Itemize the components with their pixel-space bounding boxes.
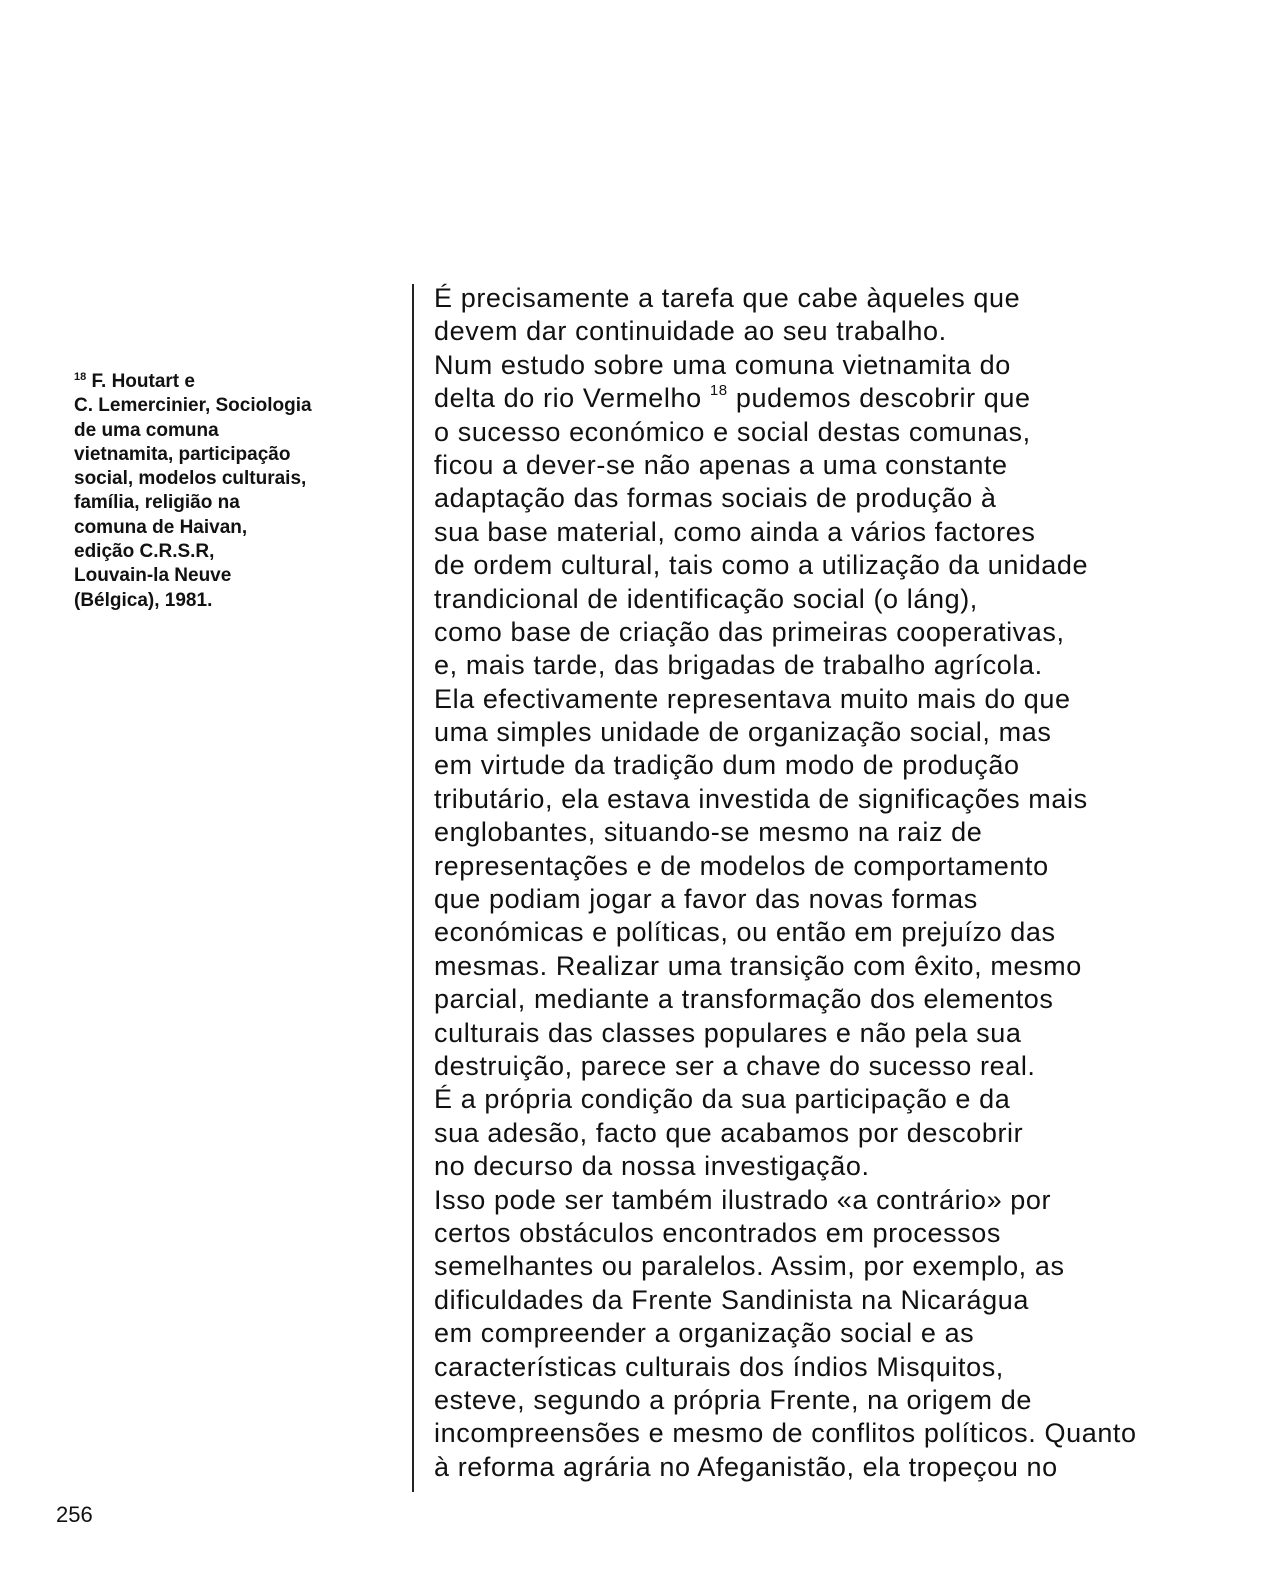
text-line: certos obstáculos encontrados em processos — [434, 1217, 1001, 1248]
text-line: e, mais tarde, das brigadas de trabalho agrícola. — [434, 650, 1043, 681]
text-line: de ordem cultural, tais como a utilização da unidade — [434, 550, 1089, 581]
footnote-line: C. Lemercinier, Sociologia — [74, 395, 312, 417]
text-line: que podiam jogar a favor das novas formas — [434, 884, 978, 915]
text-line: em virtude da tradição dum modo de produção — [434, 750, 1020, 781]
text-line: Num estudo sobre uma comuna vietnamita do — [434, 349, 1011, 380]
text-line: trandicional de identificação social (o láng), — [434, 583, 978, 614]
text-line: dificuldades da Frente Sandinista na Nicarágua — [434, 1284, 1029, 1315]
text-line: ficou a dever-se não apenas a uma constante — [434, 449, 1008, 480]
text-line: englobantes, situando-se mesmo na raiz de — [434, 817, 983, 848]
text-line: É a própria condição da sua participação e da — [434, 1084, 1011, 1115]
footnote-line: edição C.R.S.R, — [74, 541, 215, 563]
text-line: esteve, segundo a própria Frente, na origem de — [434, 1384, 1032, 1415]
body-text — [434, 282, 1264, 1484]
text-line: representações e de modelos de comportamento — [434, 850, 1049, 881]
footnote-line: comuna de Haivan, — [74, 516, 248, 538]
footnote-text: F. Houtart e — [91, 371, 195, 392]
text-line: uma simples unidade de organização social, mas — [434, 717, 1052, 748]
footnote-line: Louvain-la Neuve — [74, 565, 232, 587]
text-line: Isso pode ser também ilustrado «a contrário» por — [434, 1184, 1052, 1215]
page-number: 256 — [56, 1502, 93, 1527]
text-line: adaptação das formas sociais de produção à — [434, 483, 997, 514]
text-segment: delta do rio Vermelho — [434, 383, 710, 414]
text-line: o sucesso económico e social destas comunas, — [434, 416, 1031, 447]
text-line: à reforma agrária no Afeganistão, ela tropeçou no — [434, 1451, 1058, 1482]
footnote-line: família, religião na — [74, 492, 240, 514]
text-line: devem dar continuidade ao seu trabalho. — [434, 316, 947, 347]
text-line: económicas e políticas, ou então em prejuízo das — [434, 917, 1056, 948]
text-line: culturais das classes populares e não pela sua — [434, 1017, 1022, 1048]
text-line: É precisamente a tarefa que cabe àqueles que — [434, 283, 1021, 313]
footnote-reference: 18 — [709, 382, 728, 400]
text-line: em compreender a organização social e as — [434, 1318, 975, 1349]
text-line: Ela efectivamente representava muito mais do que — [434, 683, 1071, 714]
text-line: sua base material, como ainda a vários factores — [434, 516, 1036, 547]
text-segment: pudemos descobrir que — [727, 383, 1031, 414]
footnote-line: vietnamita, participação — [74, 443, 291, 465]
text-line: sua adesão, facto que acabamos por descobrir — [434, 1117, 1024, 1148]
footnote-line: social, modelos culturais, — [74, 468, 307, 490]
footnote-line — [74, 370, 312, 394]
text-line: semelhantes ou paralelos. Assim, por exemplo, as — [434, 1251, 1065, 1282]
text-line: mesmas. Realizar uma transição com êxito, mesmo — [434, 950, 1082, 981]
text-line: parcial, mediante a transformação dos elementos — [434, 984, 1054, 1015]
text-line — [434, 382, 1264, 415]
text-line: características culturais dos índios Misquitos, — [434, 1351, 1004, 1382]
text-line: como base de criação das primeiras cooperativas, — [434, 616, 1065, 647]
text-line: no decurso da nossa investigação. — [434, 1151, 870, 1182]
text-line: incompreensões e mesmo de conflitos políticos. Quanto — [434, 1418, 1137, 1449]
footnote-number: 18 — [74, 371, 87, 383]
text-line: tributário, ela estava investida de significações mais — [434, 783, 1088, 814]
footnote-line: (Bélgica), 1981. — [74, 589, 213, 611]
text-line: destruição, parece ser a chave do sucesso real. — [434, 1050, 1036, 1081]
sidenote-footnote — [74, 370, 312, 613]
margin-rule — [412, 284, 414, 1492]
footnote-line: de uma comuna — [74, 419, 219, 441]
